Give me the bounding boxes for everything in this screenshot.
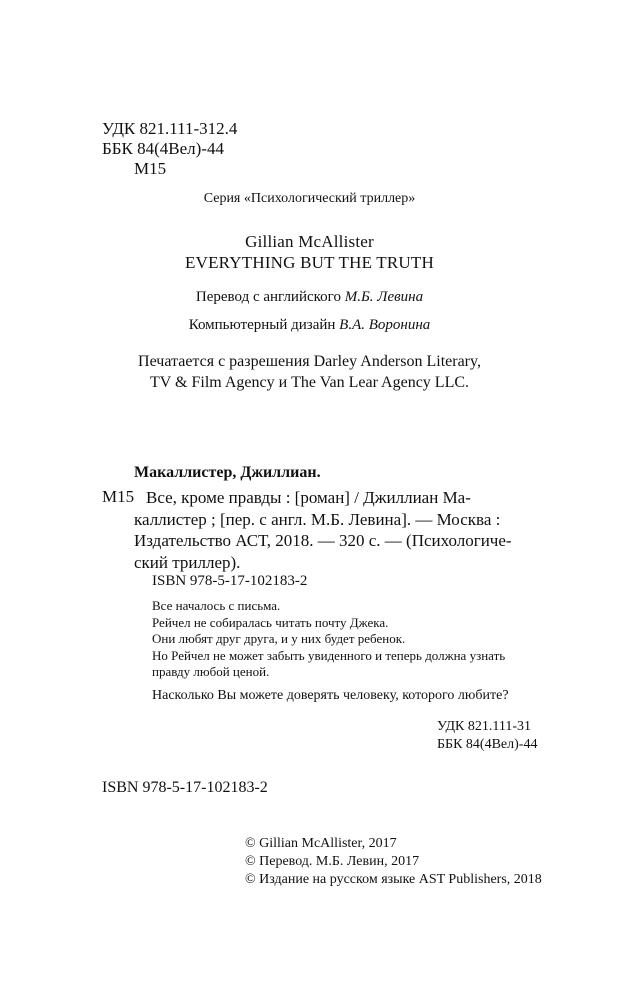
annotation-line: Они любят друг друга, и у них будет ребенок.	[152, 631, 406, 646]
bibliographic-code: М15	[102, 487, 135, 506]
bbk-code-short: ББК 84(4Вел)-44	[437, 737, 538, 752]
annotation-line: Все началось с письма.	[152, 598, 281, 613]
original-title: EVERYTHING BUT THE TRUTH	[185, 253, 434, 272]
bibliographic-line: ский триллер).	[134, 552, 241, 572]
bbk-code: ББК 84(4Вел)-44	[102, 139, 224, 158]
permission-line-2: TV & Film Agency и The Van Lear Agency LLC.	[149, 374, 470, 391]
translation-label: Перевод с английского	[195, 289, 341, 305]
annotation-line: правду любой ценой.	[152, 664, 270, 679]
bibliographic-line: Издательство АСТ, 2018. — 320 с. — (Психологиче-	[134, 531, 512, 550]
translation-credit	[0, 289, 619, 306]
annotation-question: Насколько Вы можете доверять человеку, которого любите?	[152, 688, 509, 703]
bibliographic-description	[134, 487, 544, 573]
bibliographic-heading: Макаллистер, Джиллиан.	[134, 464, 321, 481]
isbn-main: ISBN 978-5-17-102183-2	[102, 779, 268, 796]
udk-code-short: УДК 821.111-31	[437, 719, 532, 734]
design-label: Компьютерный дизайн	[188, 317, 336, 333]
bibliographic-line: Все, кроме правды : [роман] / Джиллиан Ма-	[146, 488, 471, 507]
udk-code: УДК 821.111-312.4	[102, 119, 238, 138]
copyright-line-3: © Издание на русском языке AST Publishers, 2018	[245, 872, 542, 887]
bibliographic-line: каллистер ; [пер. с англ. М.Б. Левина]. — Москва :	[134, 509, 501, 529]
annotation	[152, 598, 544, 681]
isbn-in-record: ISBN 978-5-17-102183-2	[152, 573, 308, 589]
copyright-line-1: © Gillian McAllister, 2017	[245, 836, 397, 851]
series-name: Серия «Психологический триллер»	[203, 191, 416, 206]
annotation-line: Рейчел не собиралась читать почту Джека.	[152, 614, 389, 630]
author-mark: М15	[134, 159, 167, 178]
translator-name: М.Б. Левина	[344, 289, 424, 305]
designer-name: В.А. Воронина	[339, 317, 431, 333]
annotation-line: Но Рейчел не может забыть увиденного и теперь должна узнать	[152, 647, 506, 663]
original-author: Gillian McAllister	[245, 232, 374, 251]
permission-line-1: Печатается с разрешения Darley Anderson Literary,	[138, 353, 481, 370]
copyright-line-2: © Перевод. М.Б. Левин, 2017	[245, 854, 420, 869]
design-credit	[0, 317, 619, 334]
